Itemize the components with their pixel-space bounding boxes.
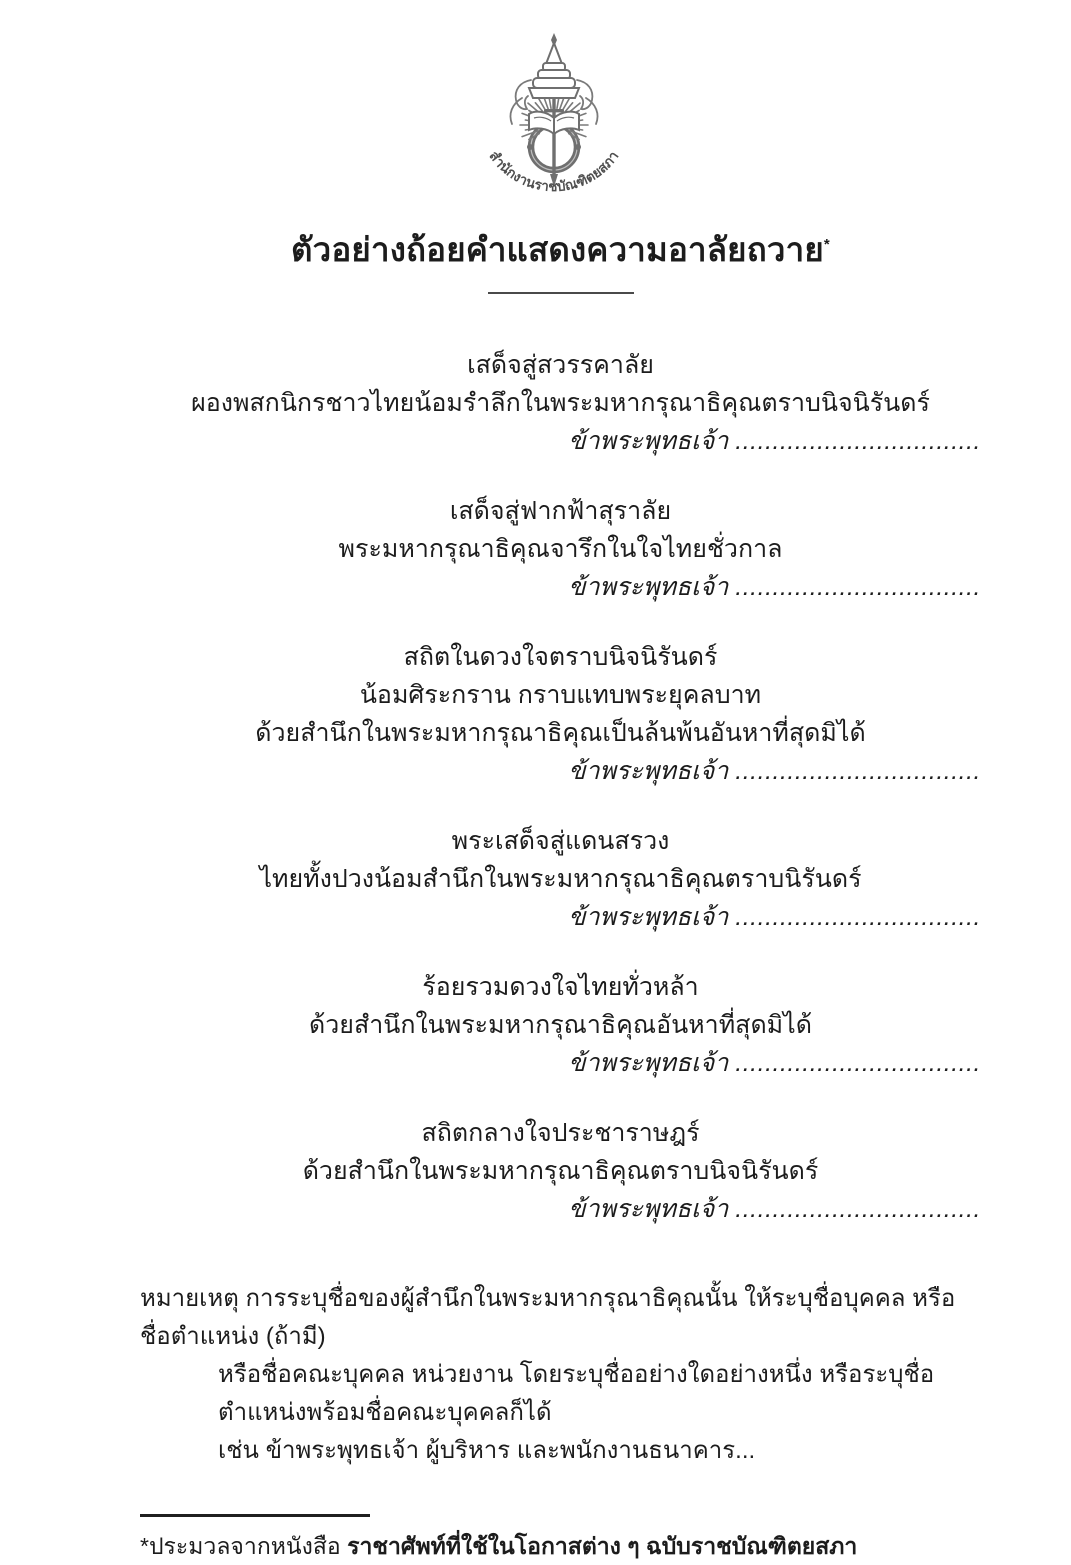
stanza-5 [140, 968, 981, 1082]
stanza-1 [140, 346, 981, 460]
signature-blank: ................................. [735, 903, 981, 931]
signature-line [140, 422, 981, 460]
stanza-line: ผองพสกนิกรชาวไทยน้อมรำลึกในพระมหากรุณาธิคุณตราบนิจนิรันดร์ [191, 389, 930, 417]
signature-label: ข้าพระพุทธเจ้า [568, 903, 729, 931]
signature-blank: ................................. [735, 573, 981, 601]
stanza-6 [140, 1114, 981, 1228]
stanza-3 [140, 638, 981, 790]
royal-society-emblem-icon [474, 30, 634, 200]
title-footnote-marker: * [823, 236, 830, 253]
stanza-line: พระเสด็จสู่แดนสรวง [451, 827, 670, 855]
note-label: หมายเหตุ [140, 1285, 239, 1312]
signature-line [140, 568, 981, 606]
signature-blank: ................................. [735, 1049, 981, 1077]
page-title-text: ตัวอย่างถ้อยคำแสดงความอาลัยถวาย [291, 231, 824, 268]
footnote-section [140, 1514, 981, 1565]
stanza-4 [140, 822, 981, 936]
stanza-line: ด้วยสำนึกในพระมหากรุณาธิคุณตราบนิจนิรันดร์ [302, 1157, 819, 1185]
signature-label: ข้าพระพุทธเจ้า [568, 1195, 729, 1223]
note-text: การระบุชื่อของผู้สำนึกในพระมหากรุณาธิคุณนั้น ให้ระบุชื่อบุคคล หรือชื่อตำแหน่ง (ถ้ามี) [140, 1285, 956, 1350]
note-line: เช่น ข้าพระพุทธเจ้า ผู้บริหาร และพนักงานธนาคาร... [218, 1437, 756, 1464]
footnote-text [140, 1527, 981, 1565]
stanza-line: ด้วยสำนึกในพระมหากรุณาธิคุณอันหาที่สุดมิได้ [309, 1011, 812, 1039]
stanza-line: เสด็จสู่ฟากฟ้าสุราลัย [449, 497, 672, 525]
note-line: หรือชื่อคณะบุคคล หน่วยงาน โดยระบุชื่ออย่างใดอย่างหนึ่ง หรือระบุชื่อตำแหน่งพร้อมชื่อคณะบุคคลก็ได้ [218, 1361, 935, 1426]
signature-label: ข้าพระพุทธเจ้า [568, 573, 729, 601]
stanza-line: เสด็จสู่สวรรคาลัย [467, 351, 654, 379]
stanza-line: พระมหากรุณาธิคุณจารึกในใจไทยชั่วกาล [338, 535, 783, 563]
stanza-line: สถิตกลางใจประชาราษฎร์ [421, 1119, 700, 1147]
emblem-container [140, 30, 981, 200]
signature-line [140, 898, 981, 936]
stanza-line: ไทยทั้งปวงน้อมสำนึกในพระมหากรุณาธิคุณตราบนิรันดร์ [259, 865, 862, 893]
page-title [140, 222, 981, 272]
footnote-prefix: *ประมวลจากหนังสือ [140, 1533, 348, 1559]
signature-line [140, 752, 981, 790]
note-line [140, 1280, 981, 1356]
footnote-book-title: ราชาศัพท์ที่ใช้ในโอกาสต่าง ๆ ฉบับราชบัณฑิตยสภา [347, 1533, 858, 1559]
stanza-line: น้อมศิระกราน กราบแทบพระยุคลบาท [359, 681, 762, 709]
signature-blank: ................................. [735, 427, 981, 455]
stanza-2 [140, 492, 981, 606]
stanza-line: ร้อยรวมดวงใจไทยทั่วหล้า [422, 973, 699, 1001]
footnote-divider [140, 1514, 370, 1517]
signature-blank: ................................. [735, 757, 981, 785]
signature-label: ข้าพระพุทธเจ้า [568, 427, 729, 455]
title-divider [488, 292, 634, 294]
signature-label: ข้าพระพุทธเจ้า [568, 1049, 729, 1077]
stanza-line: สถิตในดวงใจตราบนิจนิรันดร์ [403, 643, 718, 671]
emblem-caption: สำนักงานราชบัณฑิตยสภา [485, 148, 621, 195]
signature-label: ข้าพระพุทธเจ้า [568, 757, 729, 785]
signature-blank: ................................. [735, 1195, 981, 1223]
signature-line [140, 1044, 981, 1082]
stanza-line: ด้วยสำนึกในพระมหากรุณาธิคุณเป็นล้นพ้นอันหาที่สุดมิได้ [255, 719, 866, 747]
signature-line [140, 1190, 981, 1228]
emblem-crown-icon [529, 33, 579, 98]
note-section [140, 1280, 981, 1470]
